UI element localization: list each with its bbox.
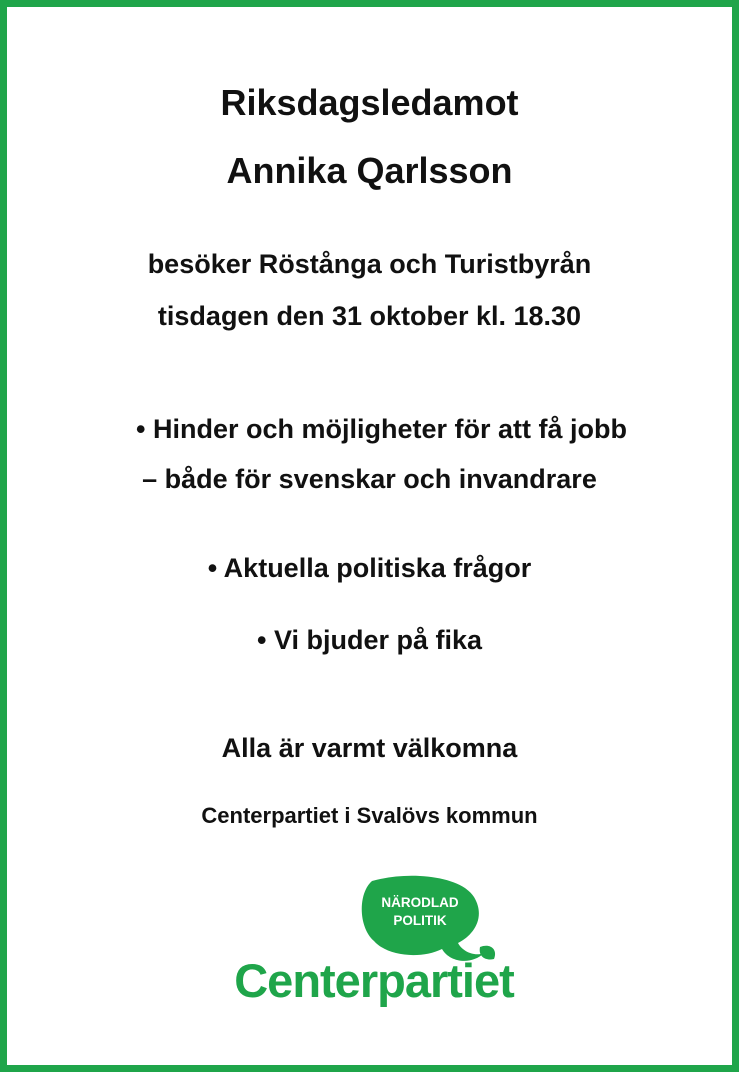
wordmark: Centerpartiet	[234, 954, 514, 1007]
bubble-line-2: POLITIK	[393, 913, 447, 928]
welcome-text: Alla är varmt välkomna	[221, 733, 518, 763]
event-location: besöker Röstånga och Turistbyrån	[147, 249, 592, 279]
bubble-line-1: NÄRODLAD	[381, 895, 459, 910]
speaker-name: Annika Qarlsson	[226, 150, 513, 191]
topic-item-jobs-continued: – både för svenskar och invandrare	[142, 464, 597, 494]
topic-item-politics: • Aktuella politiska frågor	[207, 553, 532, 583]
heading-title: Riksdagsledamot	[220, 82, 519, 123]
topic-item-fika: • Vi bjuder på fika	[256, 625, 483, 655]
centerpartiet-logo	[222, 869, 532, 1019]
topic-item-jobs: • Hinder och möjligheter för att få jobb	[136, 414, 627, 444]
organizer-text: Centerpartiet i Svalövs kommun	[201, 803, 538, 828]
event-datetime: tisdagen den 31 oktober kl. 18.30	[157, 301, 582, 331]
